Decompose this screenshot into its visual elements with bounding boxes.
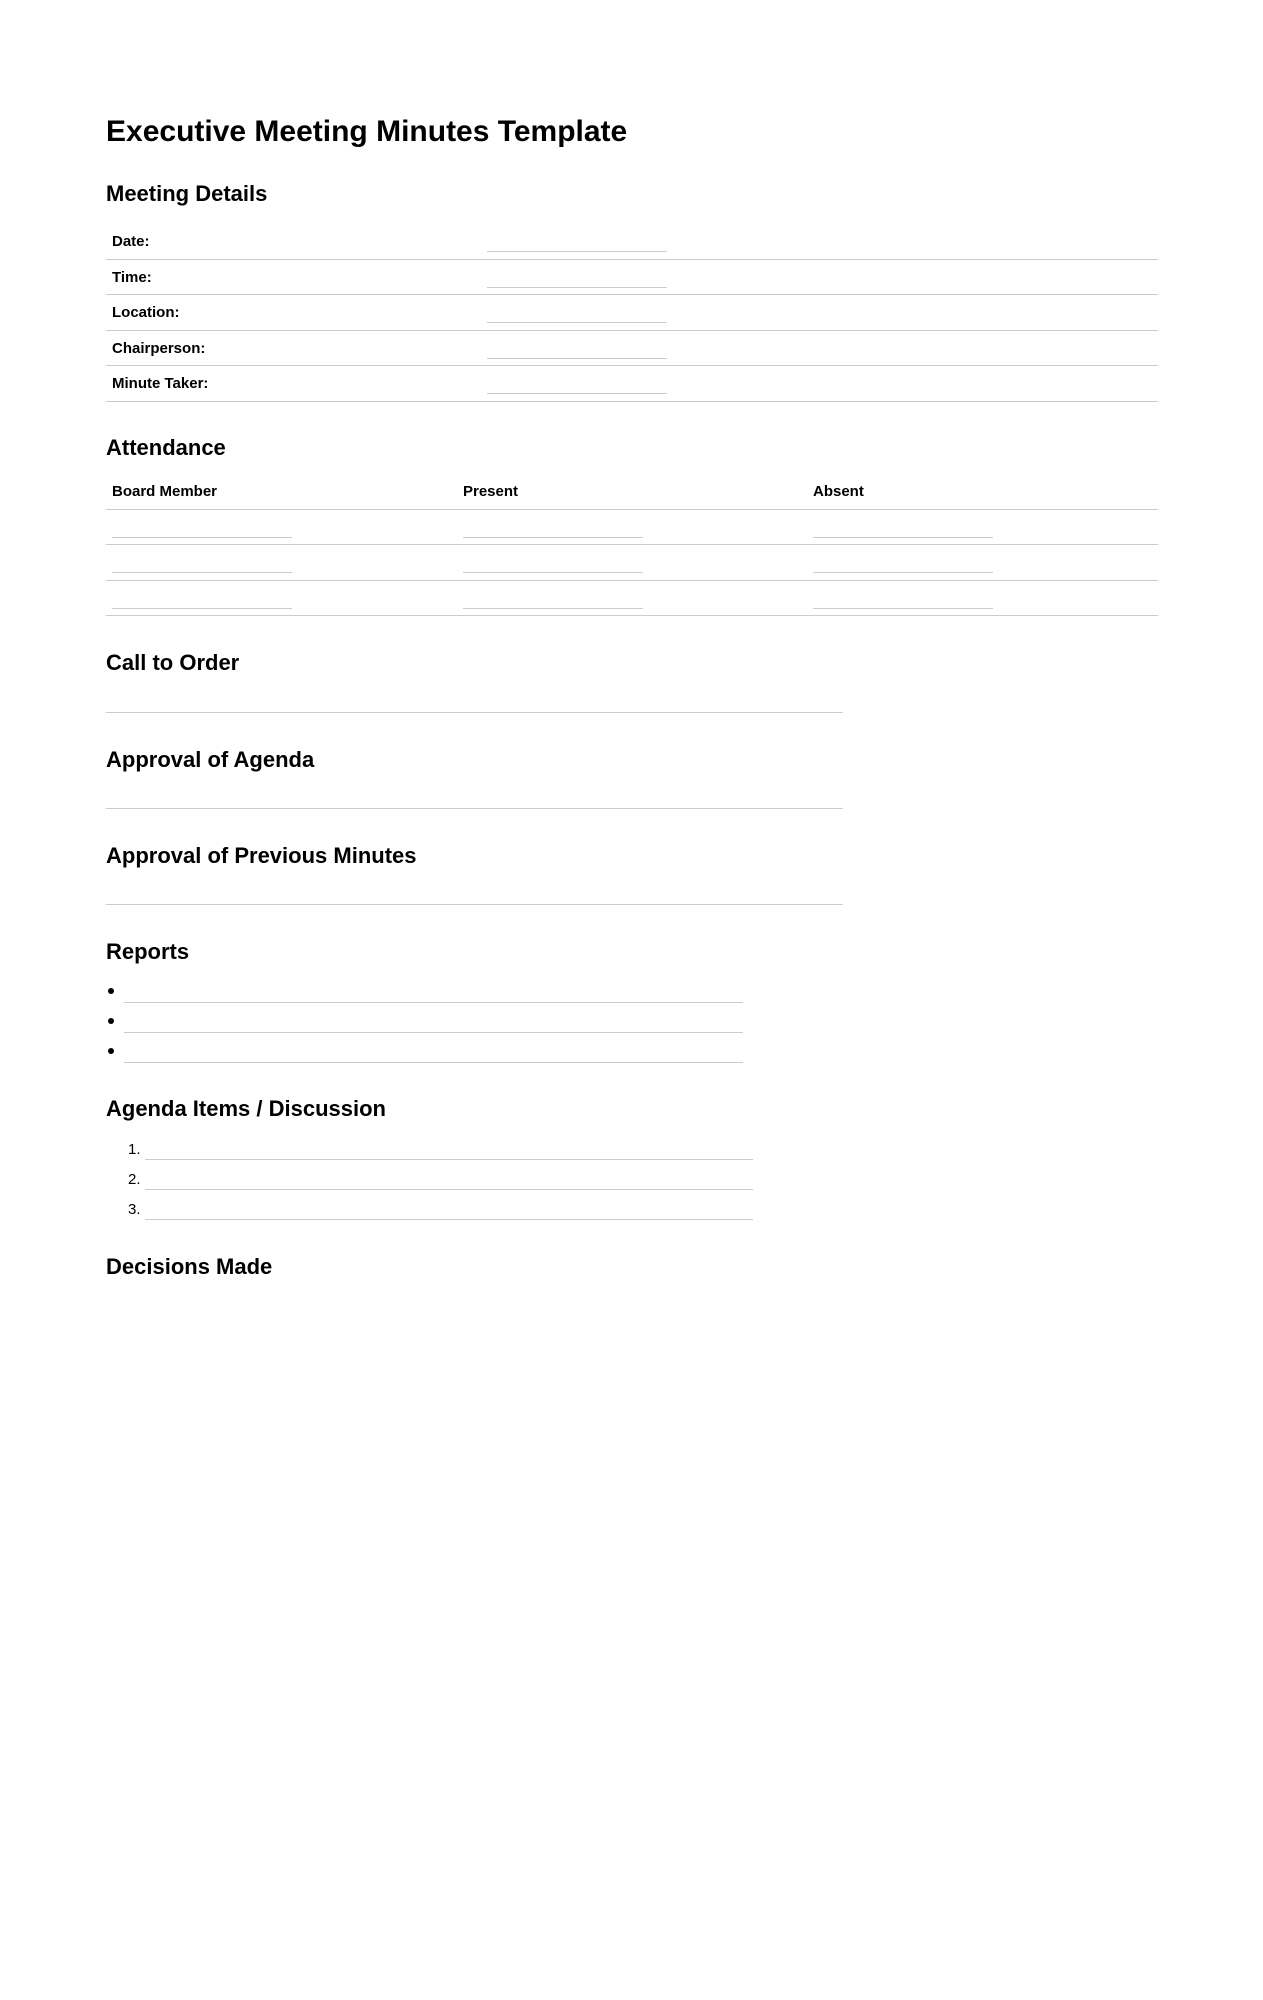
date-field[interactable] [487, 251, 667, 252]
column-header-absent: Absent [813, 483, 864, 500]
location-field[interactable] [487, 322, 667, 323]
present-field[interactable] [463, 537, 643, 538]
decisions-made-heading: Decisions Made [106, 1254, 273, 1279]
meeting-details-row-date [106, 224, 1158, 260]
attendance-table [106, 474, 1158, 616]
column-header-present: Present [463, 483, 519, 500]
approval-of-previous-minutes-field[interactable] [106, 904, 843, 905]
column-header-board-member: Board Member [112, 483, 218, 500]
attendance-header-row [106, 474, 1158, 510]
reports-heading: Reports [106, 939, 190, 964]
time-label: Time: [112, 268, 152, 286]
meeting-details-row-time [106, 260, 1158, 296]
present-field[interactable] [463, 572, 643, 573]
table-row [106, 545, 1158, 581]
board-member-field[interactable] [112, 537, 292, 538]
bullet-icon [108, 1048, 114, 1054]
approval-of-agenda-field[interactable] [106, 808, 843, 809]
agenda-items-heading: Agenda Items / Discussion [106, 1096, 386, 1121]
date-label: Date: [112, 233, 150, 250]
meeting-details-row-chairperson [106, 331, 1158, 367]
agenda-item-field[interactable] [145, 1189, 753, 1190]
board-member-field[interactable] [112, 608, 292, 609]
approval-of-agenda-heading: Approval of Agenda [106, 747, 315, 772]
absent-field[interactable] [813, 608, 993, 609]
meeting-details-heading: Meeting Details [106, 181, 268, 206]
table-row [106, 510, 1158, 546]
meeting-details-row-location [106, 295, 1158, 331]
document-title: Executive Meeting Minutes Template [106, 115, 628, 148]
absent-field[interactable] [813, 537, 993, 538]
call-to-order-heading: Call to Order [106, 650, 240, 675]
agenda-item-number: 3. [128, 1201, 141, 1218]
agenda-item-field[interactable] [145, 1219, 753, 1220]
board-member-field[interactable] [112, 572, 292, 573]
call-to-order-field[interactable] [106, 712, 843, 713]
report-item-field[interactable] [124, 1002, 743, 1003]
agenda-item-number: 2. [128, 1171, 141, 1188]
present-field[interactable] [463, 608, 643, 609]
approval-of-previous-minutes-heading: Approval of Previous Minutes [106, 843, 417, 868]
minute-taker-field[interactable] [487, 393, 667, 394]
bullet-icon [108, 1018, 114, 1024]
attendance-heading: Attendance [106, 435, 226, 460]
report-item-field[interactable] [124, 1032, 743, 1033]
location-label: Location: [112, 304, 180, 321]
chairperson-field[interactable] [487, 358, 667, 359]
report-item-field[interactable] [124, 1062, 743, 1063]
chairperson-label: Chairperson: [112, 339, 206, 357]
agenda-item-field[interactable] [145, 1159, 753, 1160]
meeting-details-row-minute-taker [106, 366, 1158, 402]
absent-field[interactable] [813, 572, 993, 573]
meeting-details-table [106, 224, 1158, 402]
minute-taker-label: Minute Taker: [112, 375, 209, 392]
bullet-icon [108, 988, 114, 994]
agenda-item-number: 1. [128, 1141, 141, 1158]
time-field[interactable] [487, 287, 667, 288]
table-row [106, 581, 1158, 617]
